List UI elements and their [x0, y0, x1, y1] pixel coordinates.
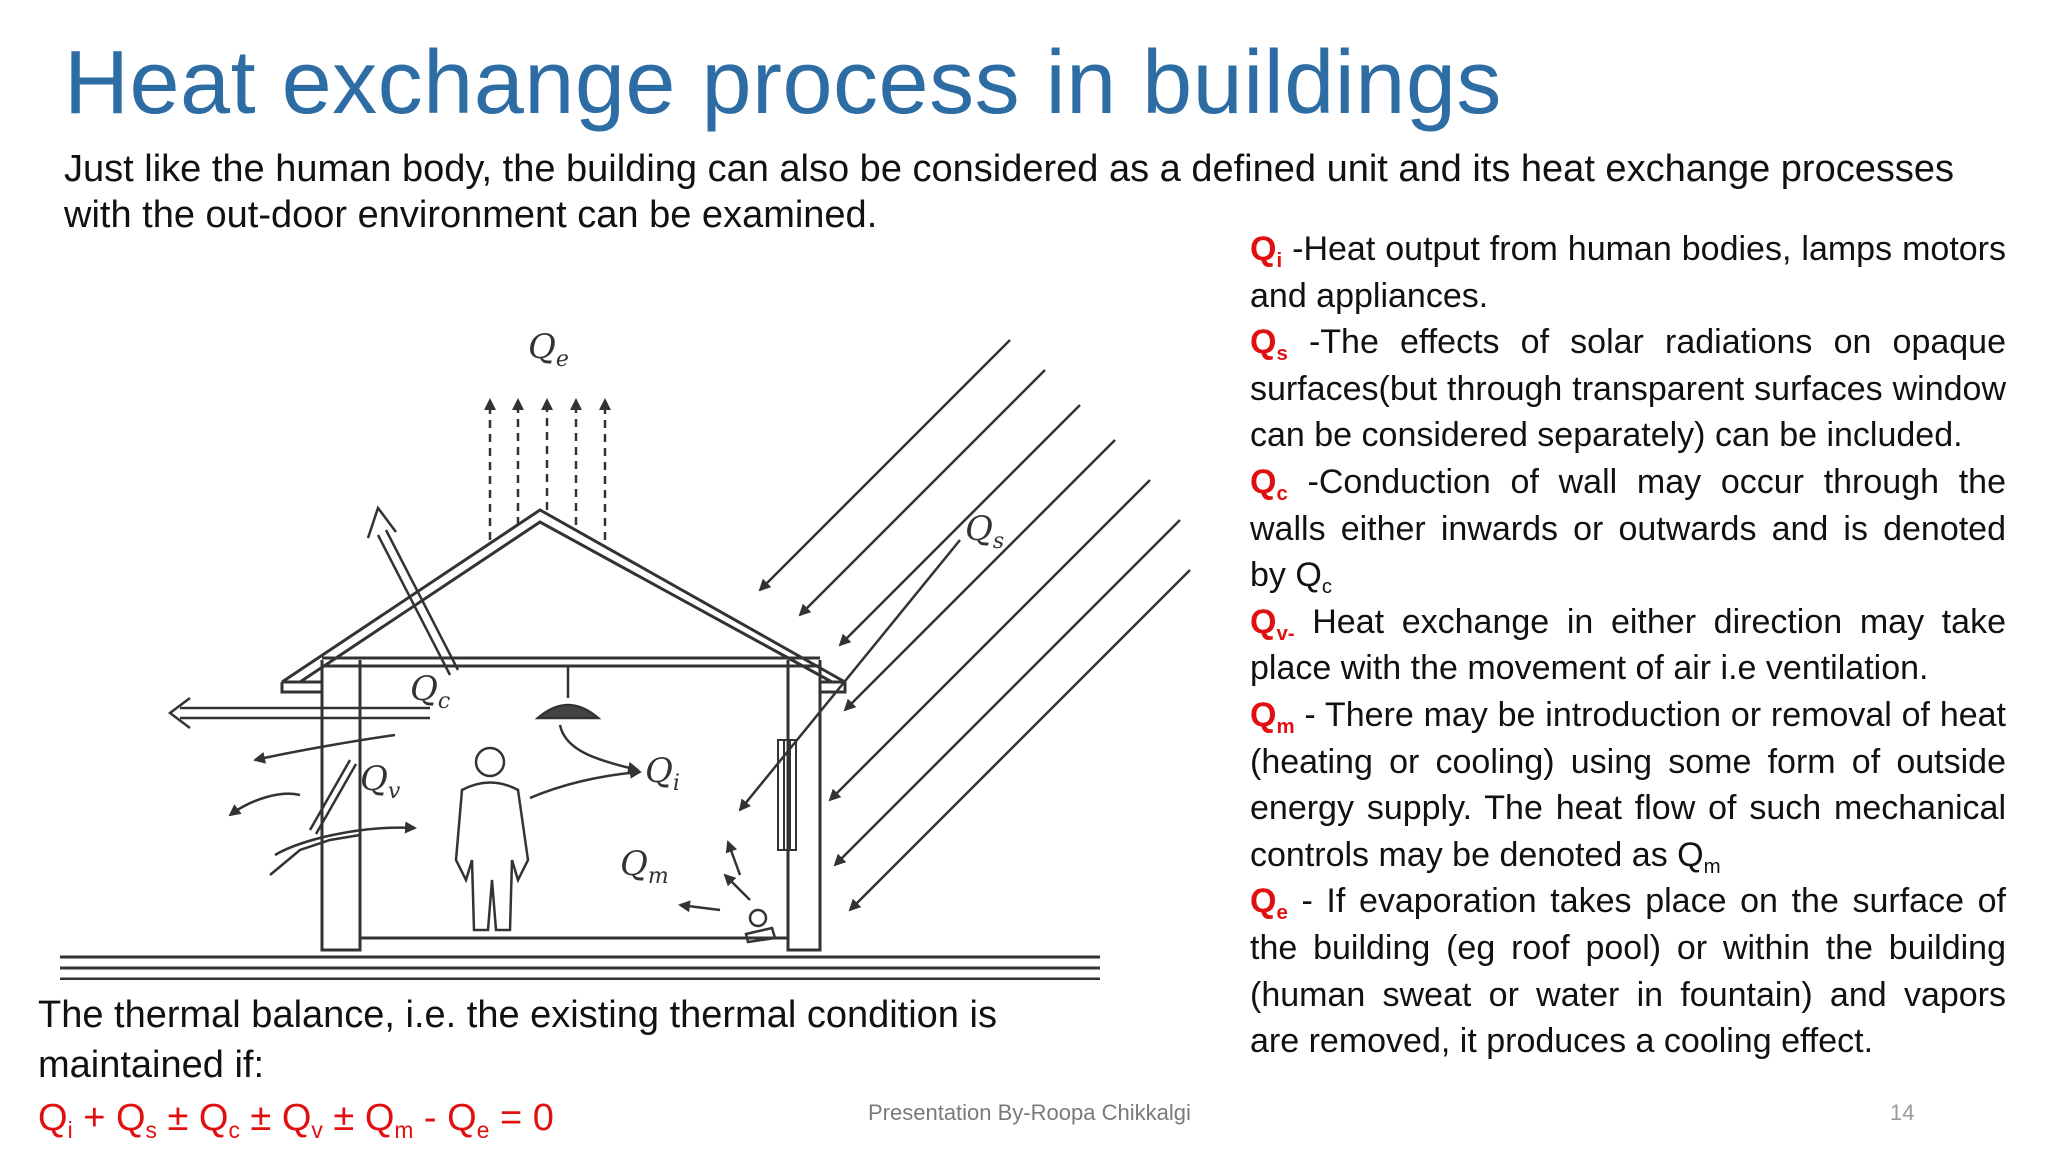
diagram-label-qi: $Q_i$ [645, 751, 680, 796]
definition-qc: $Q_c$ -Conduction of wall may occur through the walls either inwards or outwards and is denoted by $Q_c$ [1250, 462, 2006, 599]
house-heat-diagram [60, 320, 1220, 980]
intro-text: Just like the human body, the building can also be considered as a defined unit and its heat exchange processes with the out-door environment can be examined. [64, 148, 1954, 236]
house-outline [282, 510, 845, 950]
diagram-label-qc: $Q_c$ [410, 669, 451, 714]
qs-arrows [740, 340, 1190, 910]
diagram-label-qv: $Q_v$ [360, 759, 401, 804]
qm-arrows [680, 842, 775, 942]
diagram-label-qs: $Q_s$ [965, 509, 1005, 554]
footer-credit: Presentation By-Roopa Chikkalgi [868, 1100, 1191, 1125]
wall-conduction-arrow [170, 698, 430, 728]
definition-qv: $Q_{v-}$ Heat exchange in either direction may take place with the movement of air i.e ventilation. [1250, 602, 2006, 688]
lamp-icon [538, 666, 638, 770]
thermal-balance-text: The thermal balance, i.e. the existing thermal condition is maintained if: [38, 994, 997, 1086]
slide-title: Heat exchange process in buildings [64, 33, 1502, 133]
diagram-label-qe: $Q_e$ [528, 327, 569, 372]
definition-qs: $Q_s$ -The effects of solar radiations on opaque surfaces(but through transparent surfaces window can be considered separately) can be included. [1250, 323, 2006, 455]
qe-arrows [490, 400, 605, 540]
definition-qi: $Q_i$ -Heat output from human bodies, lamps motors and appliances. [1250, 230, 2006, 315]
thermal-balance-equation: $Q_i + Q_s \pm Q_c \pm Q_v \pm Q_m - Q_e = 0$ [38, 1097, 554, 1143]
page-number: 14 [1890, 1100, 1915, 1125]
definitions-list [1250, 226, 2006, 1065]
qc-arrow [368, 508, 458, 675]
ground-lines [60, 957, 1100, 979]
diagram-label-qm: $Q_m$ [620, 844, 669, 889]
definition-qm: $Q_m$ - There may be introduction or removal of heat (heating or cooling) using some form of outside energy supply. The heat flow of such mechanical controls may be denoted as $Q_m$ [1250, 695, 2006, 878]
person-icon [456, 748, 640, 930]
definition-qe: $Q_e$ - If evaporation takes place on the surface of the building (eg roof pool) or within the building (human sweat or water in fountain) and vapors are removed, it produces a cooling effect. [1250, 882, 2006, 1061]
